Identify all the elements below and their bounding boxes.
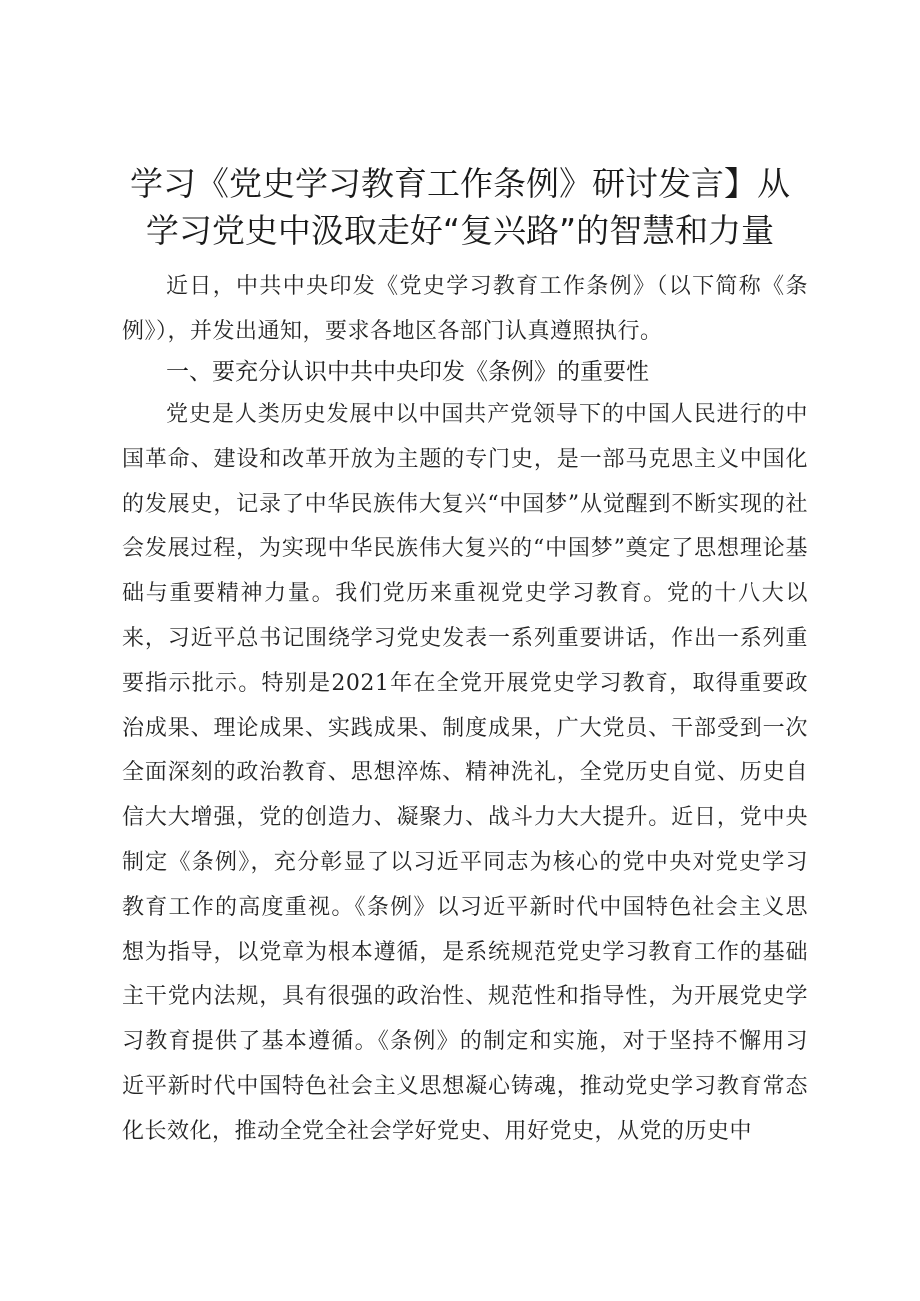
section-heading-1: 一、要充分认识中共中央印发《条例》的重要性 bbox=[166, 359, 649, 385]
title-line-1: 学习《党史学习教育工作条例》研讨发言】从 bbox=[130, 164, 790, 203]
section-1-paragraph: 党史是人类历史发展中以中国共产党领导下的中国人民进行的中国革命、建设和改革开放为主题的专门史，是一部马克思主义中国化的发展史，记录了中华民族伟大复兴“中国梦”从觉醒到不断实现的社会发展过程，为实现中华民族伟大复兴的“中国梦”奠定了思想理论基础与重要精神力量。我们党历来重视党史学习教育。党的十八大以来，习近平总书记围绕学习党史发表一系列重要讲话，作出一系列重要指示批示。特别是2021年在全党开展党史学习教育，取得重要政治成果、理论成果、实践成果、制度成果，广大党员、干部受到一次全面深刻的政治教育、思想淬炼、精神洗礼，全党历史自觉、历史自信大大增强，党的创造力、凝聚力、战斗力大大提升。近日，党中央制定《条例》，充分彰显了以习近平同志为核心的党中央对党史学习教育工作的高度重视。《条例》以习近平新时代中国特色社会主义思想为指导，以党章为根本遵循，是系统规范党史学习教育工作的基础主干党内法规，具有很强的政治性、规范性和指导性，为开展党史学习教育提供了基本遵循。《条例》的制定和实施，对于坚持不懈用习近平新时代中国特色社会主义思想凝心铸魂，推动党史学习教育常态化长效化，推动全党全社会学好党史、用好党史，从党的历史中 bbox=[122, 402, 808, 1144]
intro-paragraph: 近日，中共中央印发《党史学习教育工作条例》（以下简称《条例》），并发出通知，要求各地区各部门认真遵照执行。 bbox=[122, 274, 808, 344]
title-line-2: 学习党史中汲取走好“复兴路”的智慧和力量 bbox=[145, 211, 775, 250]
document-title bbox=[110, 160, 810, 254]
